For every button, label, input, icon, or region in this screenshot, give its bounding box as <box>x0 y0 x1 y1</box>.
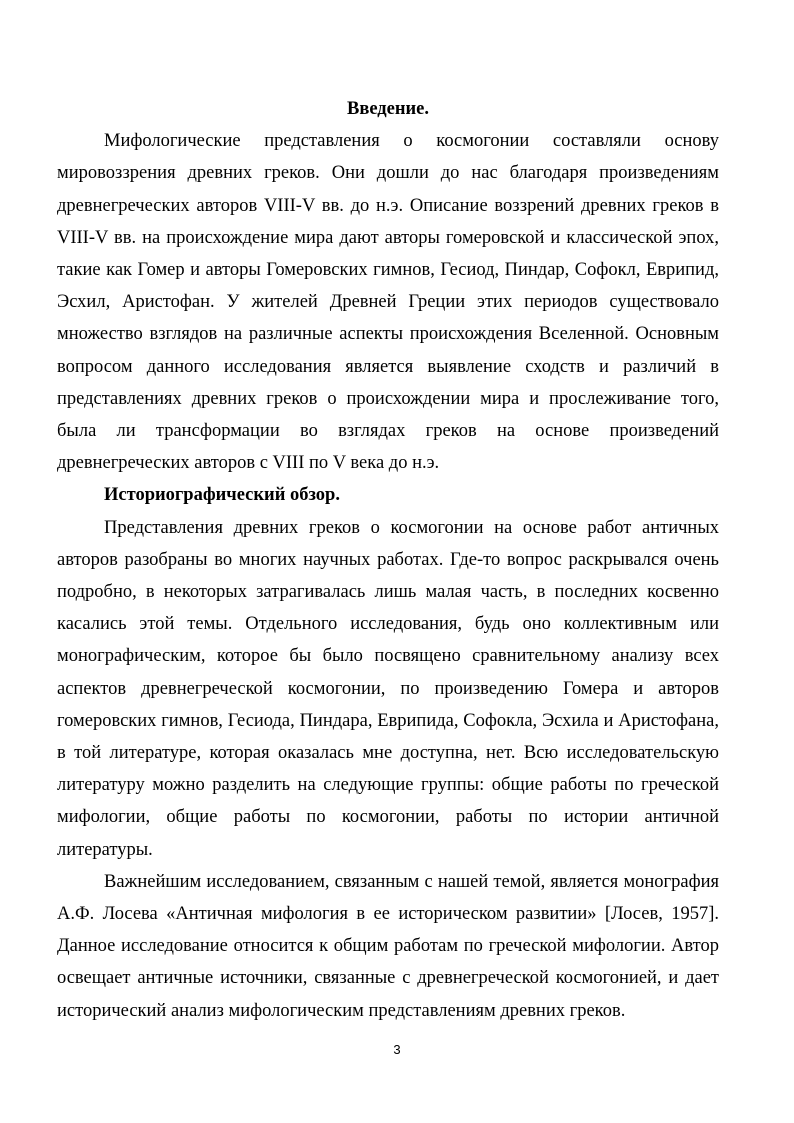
section-heading-historiography: Историографический обзор. <box>104 485 340 506</box>
section-title-introduction: Введение. <box>346 99 430 119</box>
paragraph-introduction: Мифологические представления о космогонии составляли основу мировоззрения древних греков. Они дошли до нас благодаря произведениям древнегреческих авторов VIII-V вв. до н.э. Описание воззрений древних греков в VIII-V вв. на происхождение мира дают авторы гомеровской и классической эпох, такие как Гомер и авторы Гомеровских гимнов, Гесиод, Пиндар, Софокл, Еврипид, Эсхил, Аристофан. У жителей Древней Греции этих периодов существовало множество взглядов на различные аспекты происхождения Вселенной. Основным вопросом данного исследования является выявление сходств и различий в представлениях древних греков о происхождении мира и прослеживание того, была ли трансформации во взглядах греков на основе произведений древнегреческих авторов с VIII по V века до н.э. <box>57 131 719 474</box>
page-number: 3 <box>393 1042 401 1057</box>
paragraph-historiography-overview: Представления древних греков о космогонии на основе работ античных авторов разобраны во многих научных работах. Где-то вопрос раскрывался очень подробно, в некоторых затрагивалась лишь малая часть, в последних косвенно касались этой темы. Отдельного исследования, будь оно коллективным или монографическим, которое бы было посвящено сравнительному анализу всех аспектов древнегреческой космогонии, по произведению Гомера и авторов гомеровских гимнов, Гесиода, Пиндара, Еврипида, Софокла, Эсхила и Аристофана, в той литературе, которая оказалась мне доступна, нет. Всю исследовательскую литературу можно разделить на следующие группы: общие работы по греческой мифологии, общие работы по космогонии, работы по истории античной литературы. <box>57 517 719 860</box>
document-body <box>57 93 719 1027</box>
paragraph-losev-monograph: Важнейшим исследованием, связанным с нашей темой, является монография А.Ф. Лосева «Античная мифология в ее историческом развитии» [Лосев, 1957]. Данное исследование относится к общим работам по греческой мифологии. Автор освещает античные источники, связанные с древнегреческой космогонией, и дает исторический анализ мифологическим представлениям древних греков. <box>57 871 719 1021</box>
